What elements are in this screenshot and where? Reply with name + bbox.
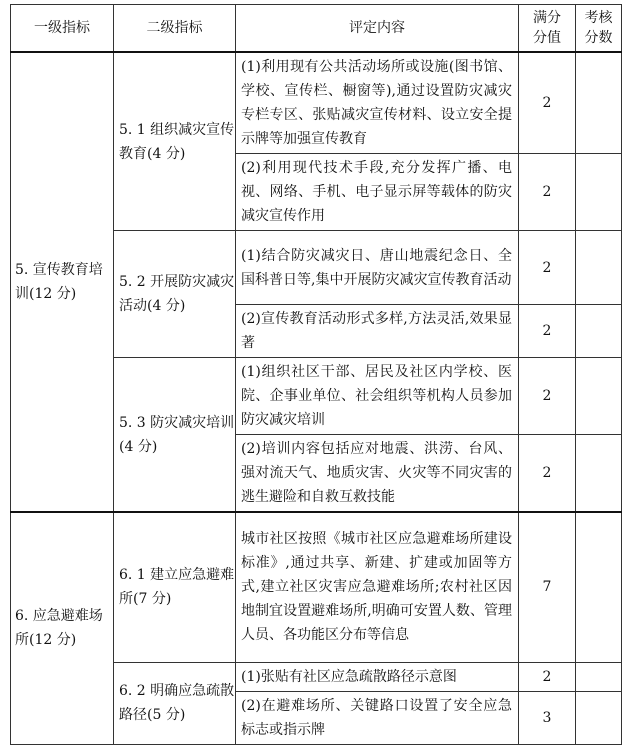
evaluation-table bbox=[10, 4, 622, 745]
score-cell: 2 bbox=[519, 52, 576, 154]
header-assess-score: 考核 分数 bbox=[576, 5, 622, 53]
score-cell: 2 bbox=[519, 231, 576, 305]
table-row bbox=[11, 512, 622, 662]
assess-cell bbox=[576, 691, 622, 744]
assess-cell bbox=[576, 358, 622, 435]
content-cell: (2)在避难场所、关键路口设置了安全应急标志或指示牌 bbox=[236, 691, 519, 744]
content-cell: (2)培训内容包括应对地震、洪涝、台风、强对流天气、地质灾害、火灾等不同灾害的逃生避险和自救互救技能 bbox=[236, 435, 519, 513]
score-cell: 2 bbox=[519, 154, 576, 231]
score-cell: 2 bbox=[519, 435, 576, 513]
level1-cell: 5. 宣传教育培训(12 分) bbox=[11, 52, 114, 512]
level2-cell: 6. 1 建立应急避难所(7 分) bbox=[114, 512, 236, 662]
content-cell: (1)利用现有公共活动场所或设施(图书馆、学校、宣传栏、橱窗等),通过设置防灾减灾专栏专区、张贴减灾宣传材料、设立安全提示牌等加强宣传教育 bbox=[236, 52, 519, 154]
header-full-score: 满分 分值 bbox=[519, 5, 576, 53]
header-level1: 一级指标 bbox=[11, 5, 114, 53]
table-row bbox=[11, 52, 622, 154]
level2-cell: 6. 2 明确应急疏散路径(5 分) bbox=[114, 662, 236, 744]
level1-cell: 6. 应急避难场所(12 分) bbox=[11, 512, 114, 744]
assess-cell bbox=[576, 231, 622, 305]
level2-cell: 5. 2 开展防灾减灾活动(4 分) bbox=[114, 231, 236, 358]
header-level2: 二级指标 bbox=[114, 5, 236, 53]
assess-cell bbox=[576, 662, 622, 691]
content-cell: (2)宣传教育活动形式多样,方法灵活,效果显著 bbox=[236, 305, 519, 358]
content-cell: 城市社区按照《城市社区应急避难场所建设标准》,通过共享、新建、扩建或加固等方式,建立社区灾害应急避难场所;农村社区因地制宜设置避难场所,明确可安置人数、管理人员、各功能区分布等信息 bbox=[236, 512, 519, 662]
content-cell: (1)张贴有社区应急疏散路径示意图 bbox=[236, 662, 519, 691]
content-cell: (2)利用现代技术手段,充分发挥广播、电视、网络、手机、电子显示屏等载体的防灾减灾宣传作用 bbox=[236, 154, 519, 231]
assess-cell bbox=[576, 512, 622, 662]
level2-cell: 5. 3 防灾减灾培训(4 分) bbox=[114, 358, 236, 513]
assess-cell bbox=[576, 52, 622, 154]
header-content: 评定内容 bbox=[236, 5, 519, 53]
header-row bbox=[11, 5, 622, 53]
assess-cell bbox=[576, 154, 622, 231]
assess-cell bbox=[576, 435, 622, 513]
content-cell: (1)组织社区干部、居民及社区内学校、医院、企事业单位、社会组织等机构人员参加防灾减灾培训 bbox=[236, 358, 519, 435]
score-cell: 7 bbox=[519, 512, 576, 662]
score-cell: 3 bbox=[519, 691, 576, 744]
content-cell: (1)结合防灾减灾日、唐山地震纪念日、全国科普日等,集中开展防灾减灾宣传教育活动 bbox=[236, 231, 519, 305]
score-cell: 2 bbox=[519, 358, 576, 435]
score-cell: 2 bbox=[519, 305, 576, 358]
level2-cell: 5. 1 组织减灾宣传教育(4 分) bbox=[114, 52, 236, 231]
assess-cell bbox=[576, 305, 622, 358]
score-cell: 2 bbox=[519, 662, 576, 691]
